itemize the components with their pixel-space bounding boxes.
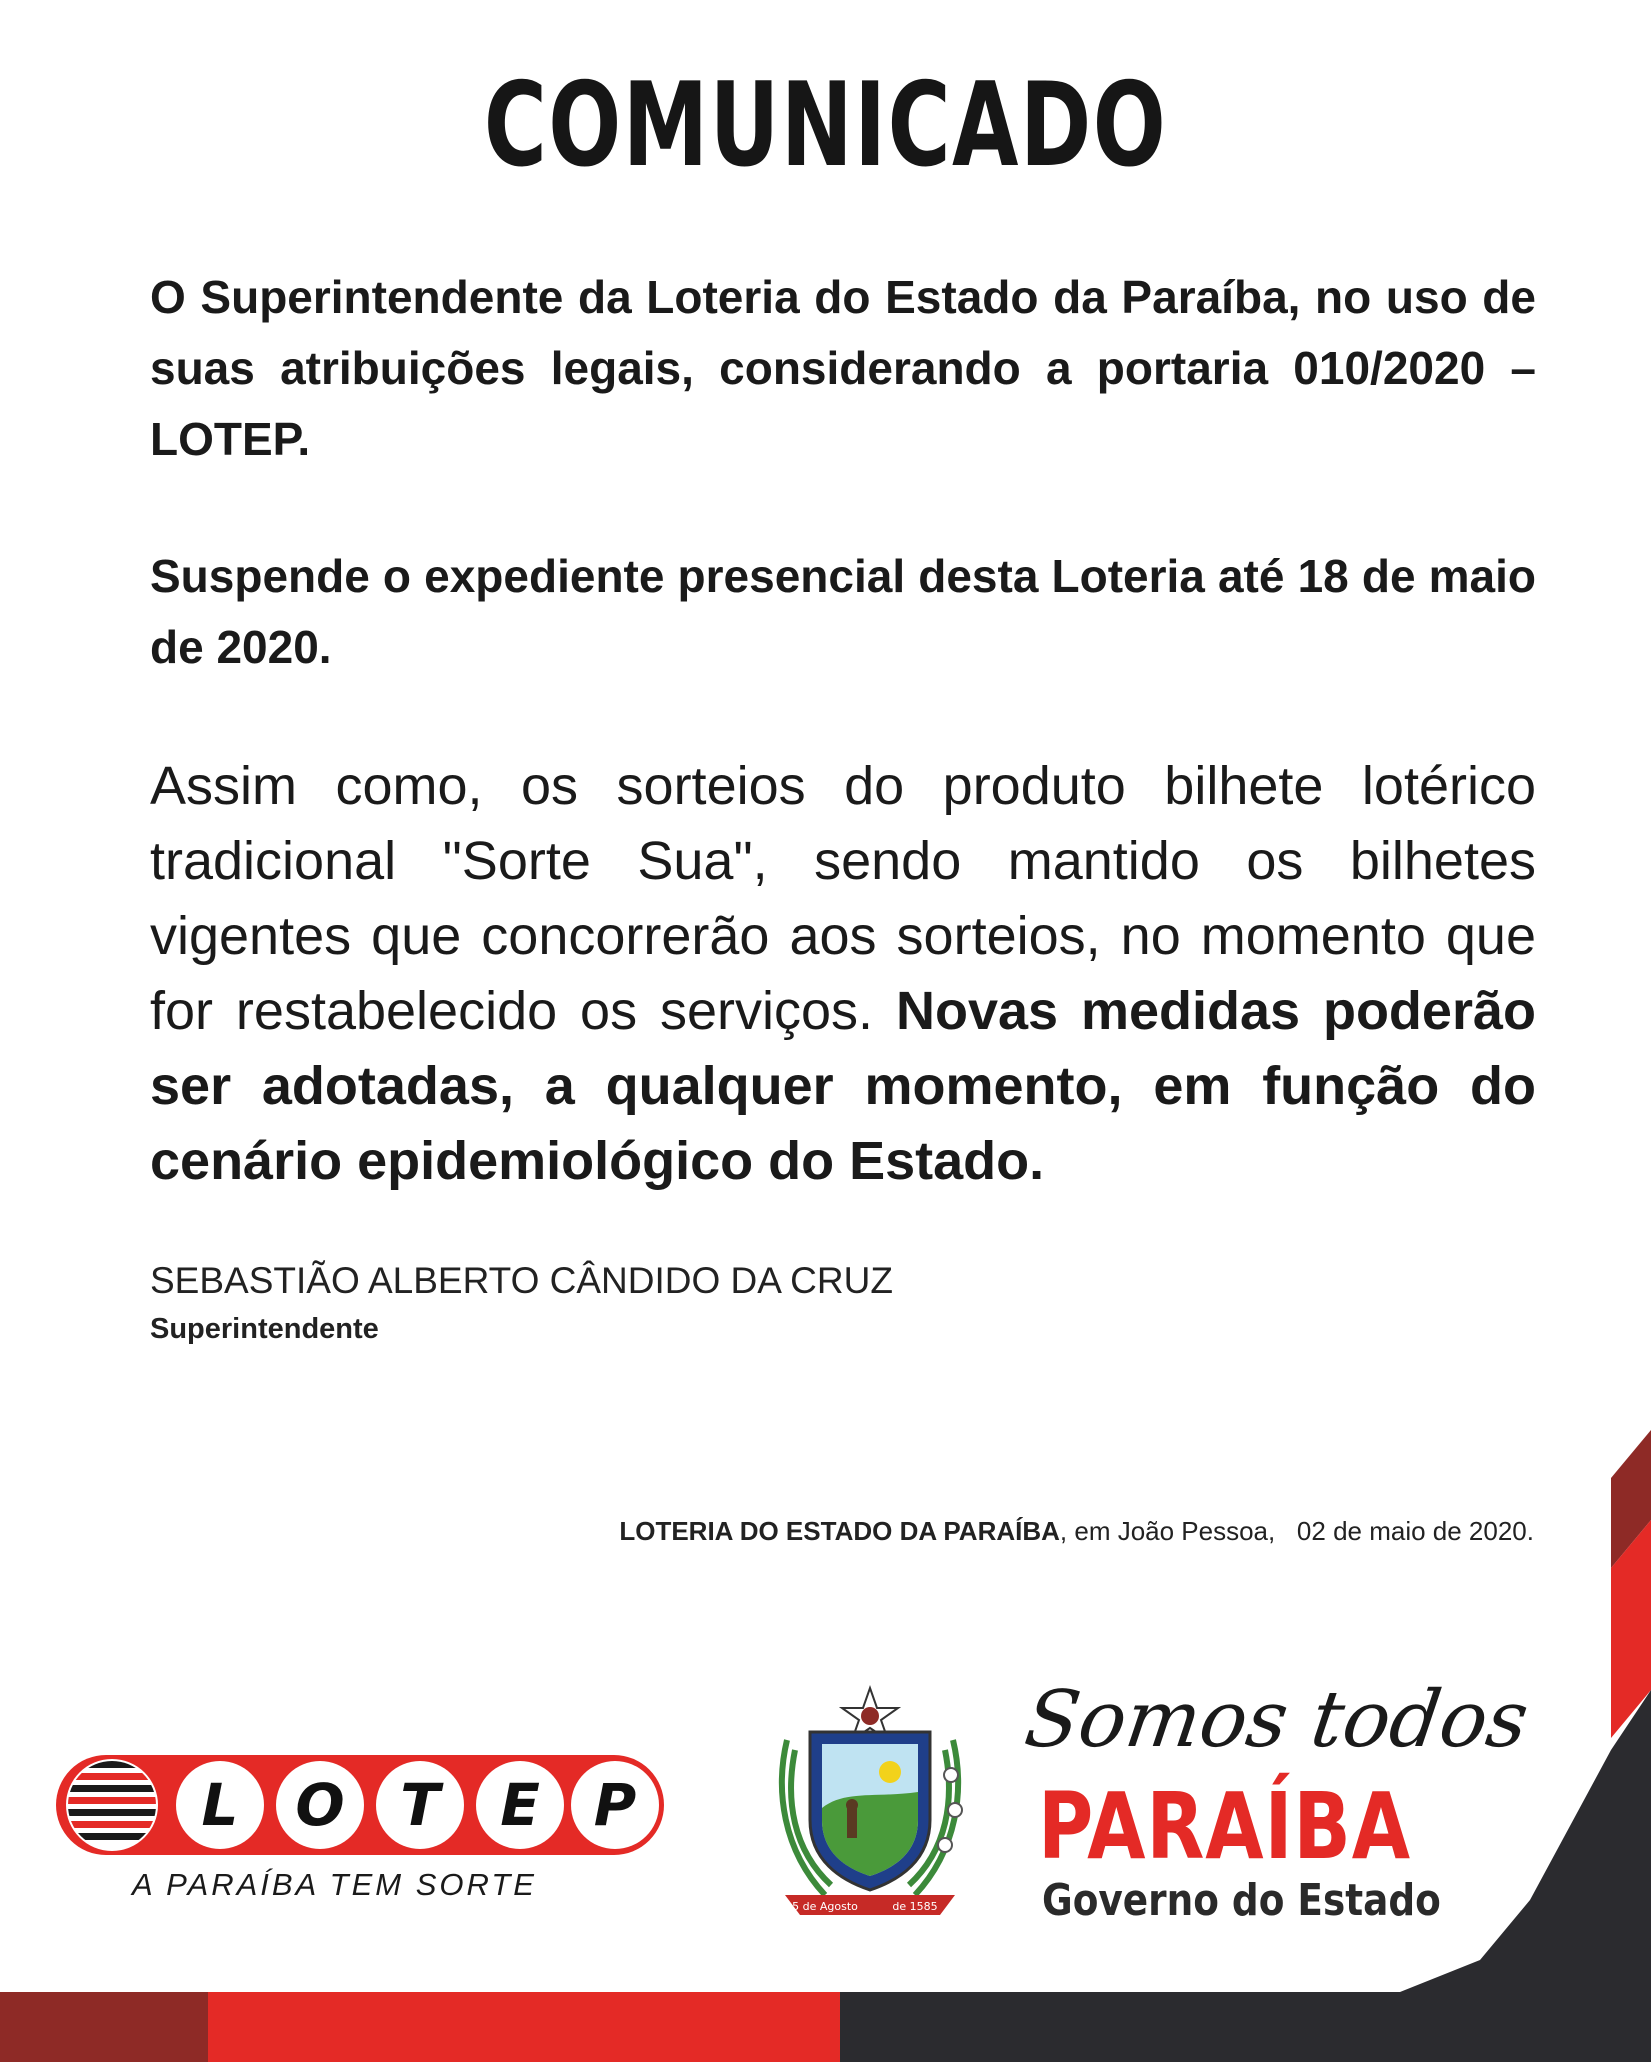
paragraph-details <box>150 749 1536 1199</box>
lotep-letter: E <box>500 1771 540 1839</box>
lotep-letter: T <box>400 1771 440 1839</box>
lotep-logo-mark <box>50 1745 670 1865</box>
gov-state-name: PARAÍBA <box>1038 1773 1411 1880</box>
lotep-letter: L <box>201 1771 239 1839</box>
lotep-tagline: A PARAÍBA TEM SORTE <box>132 1867 537 1902</box>
place-and-date <box>619 1516 1534 1547</box>
signature-role: Superintendente <box>150 1313 379 1345</box>
paragraph-details-bold: Novas medidas poderão ser adotadas, a qualquer momento, em função do cenário epidemiológico do Estado. <box>150 981 1536 1191</box>
page-title: COMUNICADO <box>483 58 1168 193</box>
place-date: 02 de maio de 2020. <box>1296 1516 1534 1546</box>
lotep-logo <box>50 1745 670 1902</box>
coat-ribbon-left: 5 de Agosto <box>792 1900 858 1913</box>
coat-of-arms-icon <box>755 1680 985 1930</box>
lotep-letter: P <box>593 1771 637 1839</box>
place-org: LOTERIA DO ESTADO DA PARAÍBA <box>619 1516 1060 1546</box>
government-logo <box>1019 1675 1534 1935</box>
paragraph-details-regular: Assim como, os sorteios do produto bilhete lotérico tradicional "Sorte Sua", sendo mantido os bilhetes vigentes que concorrerão aos sorteios, no momento que for restabelecido os serviços. <box>150 756 1536 1041</box>
signature-name: SEBASTIÃO ALBERTO CÂNDIDO DA CRUZ <box>150 1260 893 1301</box>
place-city: , em João Pessoa, <box>1059 1516 1297 1546</box>
gov-script-text: Somos todos <box>1019 1675 1534 1765</box>
gov-subtitle: Governo do Estado <box>1042 1875 1441 1926</box>
paragraph-suspension: Suspende o expediente presencial desta Loteria até 18 de maio de 2020. <box>150 550 1536 673</box>
coat-ribbon-right: de 1585 <box>892 1900 938 1913</box>
paragraph-intro: O Superintendente da Loteria do Estado da Paraíba, no uso de suas atribuições legais, considerando a portaria 010/2020 – LOTEP. <box>150 271 1536 465</box>
lotep-letter: O <box>295 1771 345 1839</box>
